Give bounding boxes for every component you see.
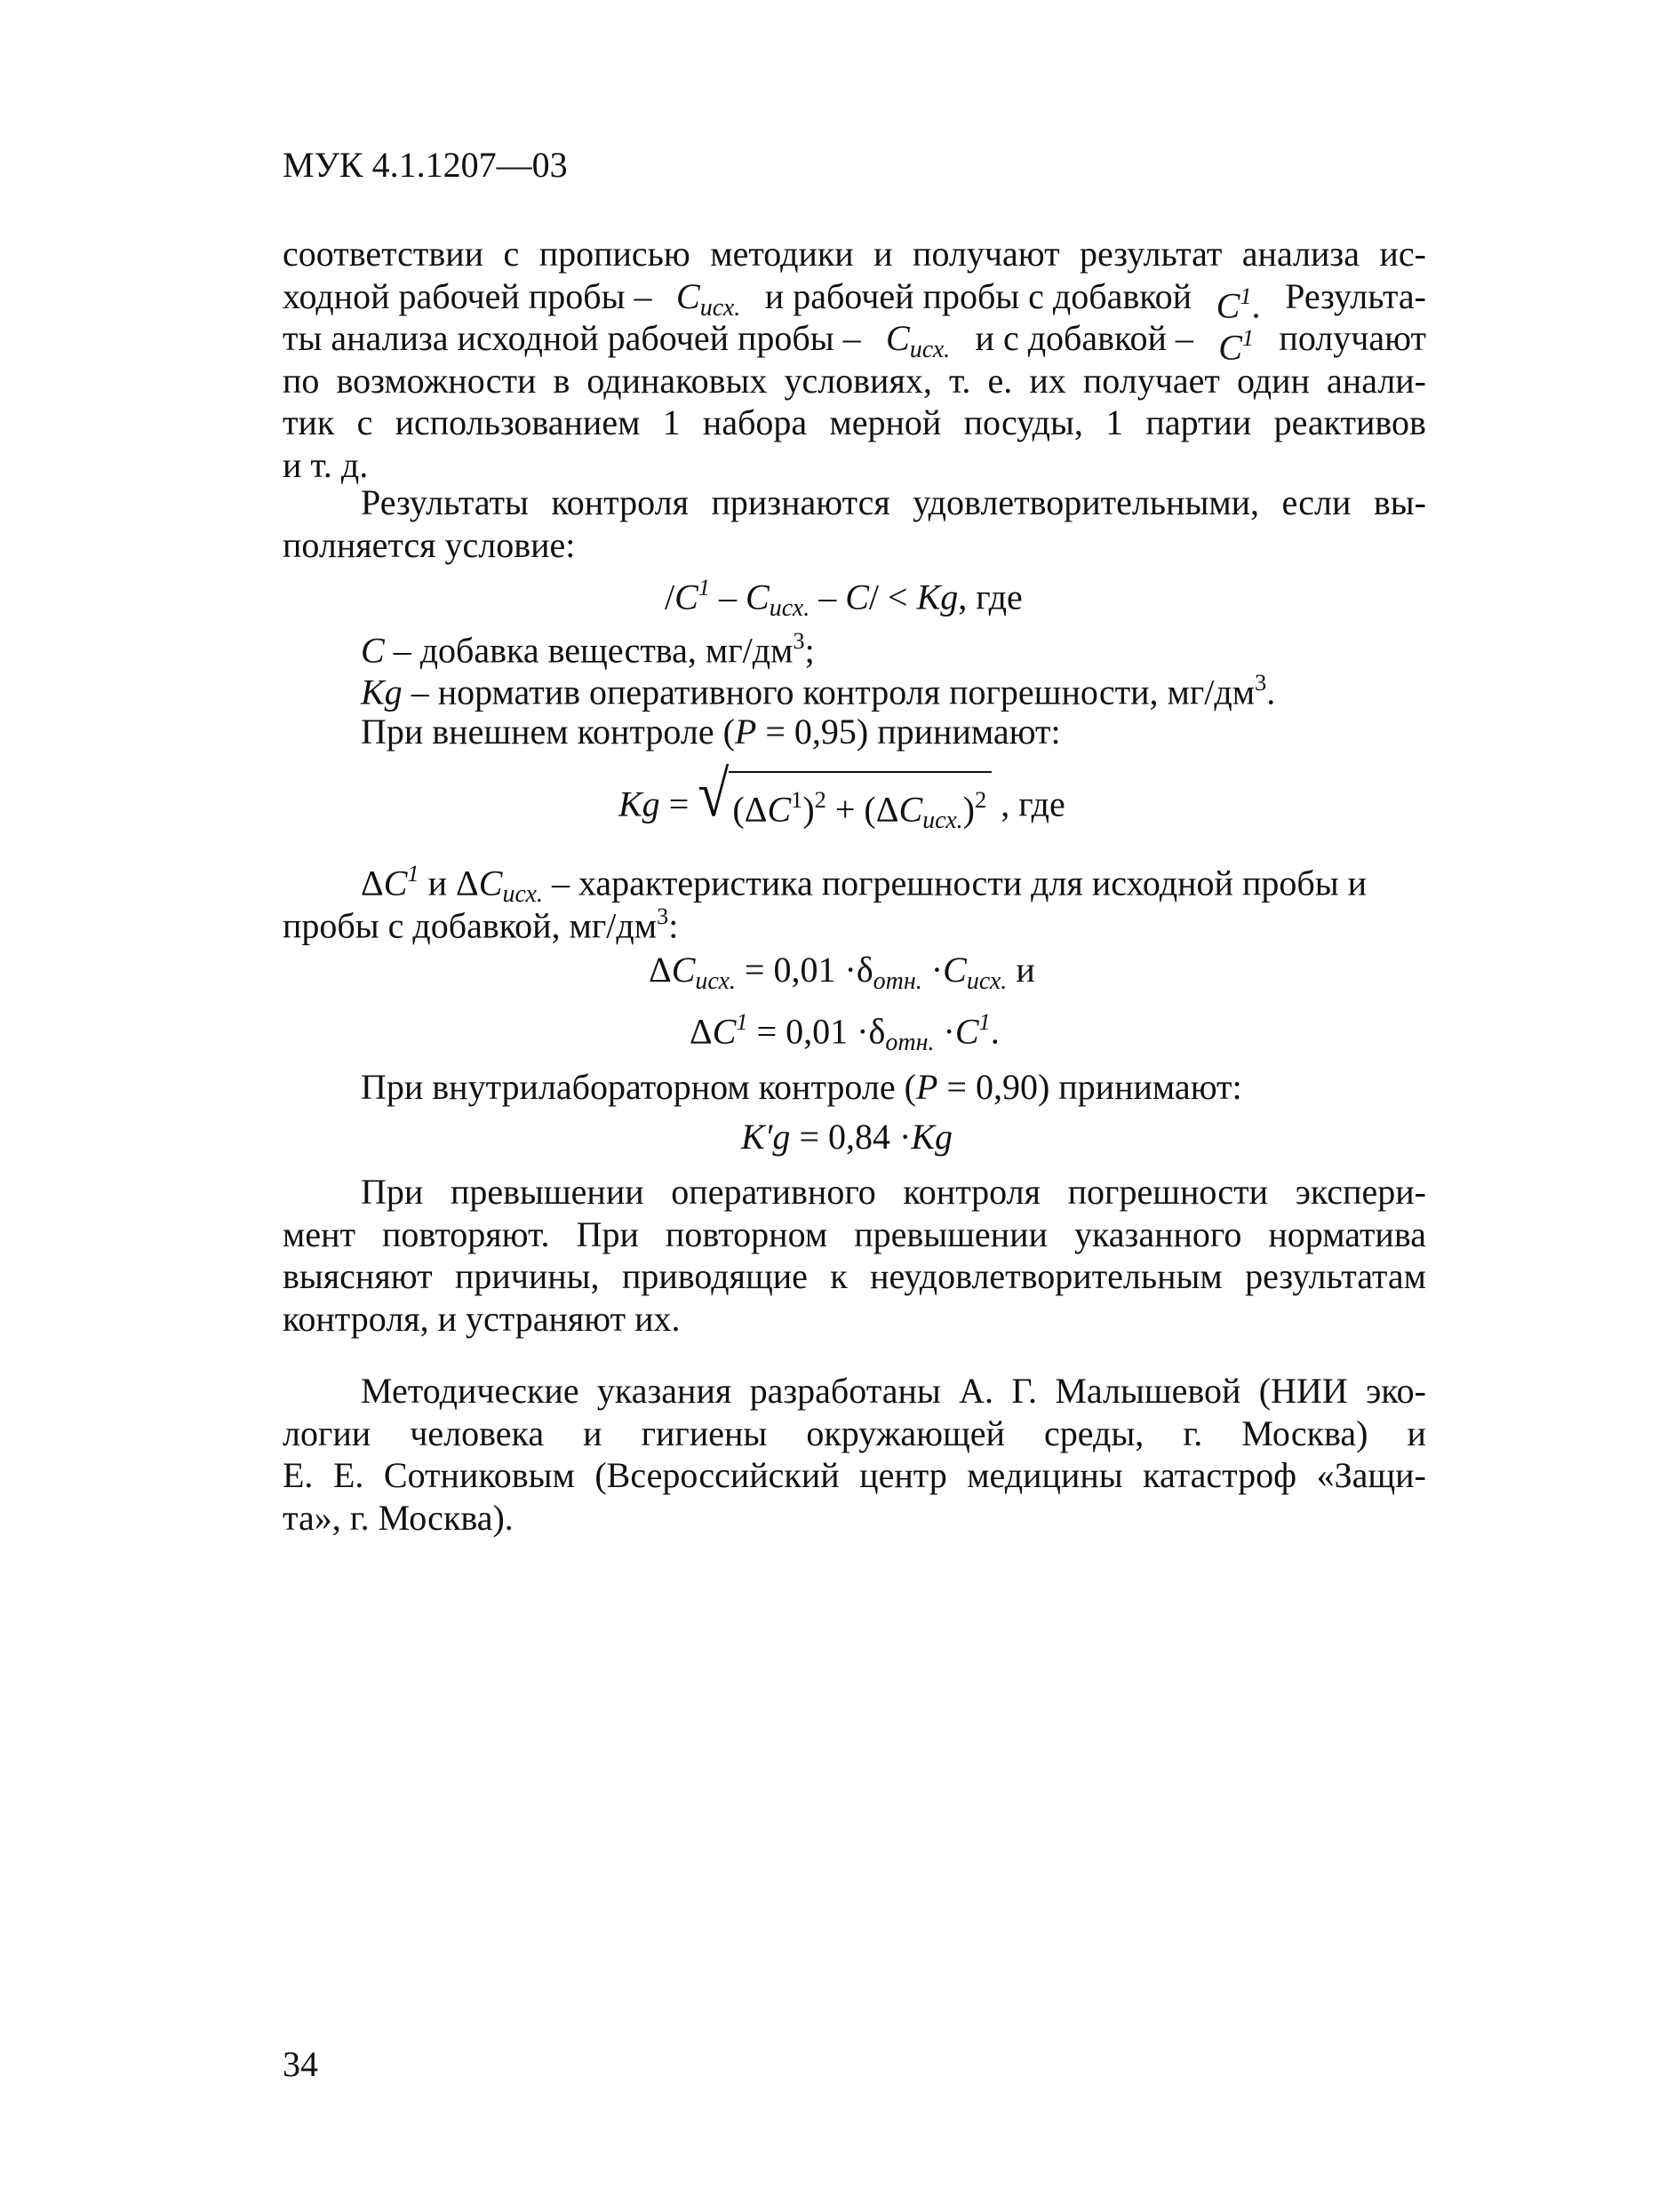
delta-c1-formula: $\Delta C^1 = 0,01 \cdot\delta_{отн.} \cdot C^1$. bbox=[690, 1008, 1000, 1057]
text-line: пробы с добавкой, $мг/дм^3$: bbox=[283, 902, 679, 945]
text-line: логии человека и гигиены окружающей среды, г. Москва) и bbox=[283, 1412, 1426, 1453]
text-line: При превышении оперативного контроля погрешности экспери- bbox=[361, 1172, 1426, 1212]
text-line: ходной рабочей пробы – $C_{исх.}$ и рабочей пробы с добавкой $C^1$. Результа- bbox=[283, 275, 1426, 325]
text-line: соответствии с прописью методики и получают результат анализа ис- bbox=[283, 234, 1426, 274]
paragraph-authors bbox=[283, 1370, 1426, 1539]
text-line: мент повторяют. При повторном превышении указанного норматива bbox=[283, 1213, 1426, 1254]
text-line: Результаты контроля признаются удовлетворительными, если вы- bbox=[361, 482, 1426, 522]
text-line: та», г. Москва). bbox=[283, 1497, 514, 1538]
text-line: контроля, и устраняют их. bbox=[283, 1298, 681, 1339]
square-root: √ $(\Delta C^1)^2 + (\Delta C_{исх.})^2$ bbox=[698, 771, 992, 844]
text-line: ты анализа исходной рабочей пробы – $C_{исх.}$ и с добавкой – $C^1$ получают bbox=[283, 318, 1426, 368]
kprime-formula: K′g = 0,84 ·Kg bbox=[741, 1117, 953, 1157]
text-line: по возможности в одинаковых условиях, т. е. их получает один анали- bbox=[283, 360, 1426, 401]
external-control-text: При внешнем контроле (P = 0,95) принимают: bbox=[361, 712, 1061, 752]
paragraph-intro bbox=[283, 233, 1426, 486]
delta-c-isx-formula: $\Delta C_{исх.} = 0,01 \cdot\delta_{отн.} \cdot C_{исх.}$ и bbox=[649, 950, 1035, 995]
definition-kg: Kg – норматив оперативного контроля погрешности, $мг/дм^3$. bbox=[361, 669, 1276, 712]
symbol-c-isx: $C_{исх.}$ bbox=[886, 318, 951, 363]
text-line: Методические указания разработаны А. Г. Малышевой (НИИ эко- bbox=[361, 1371, 1426, 1411]
text-line: тик с использованием 1 набора мерной посуды, 1 партии реактивов bbox=[283, 402, 1426, 442]
definition-c: C – добавка вещества, $мг/дм^3$; bbox=[361, 627, 815, 671]
text-line: выясняют причины, приводящие к неудовлетворительным результатам bbox=[283, 1256, 1426, 1296]
page-number: 34 bbox=[283, 2044, 318, 2084]
paragraph-delta bbox=[283, 853, 1426, 945]
text-line: и т. д. bbox=[283, 444, 369, 485]
paragraph-repeat bbox=[283, 1171, 1426, 1340]
text-line: Е. Е. Сотниковым (Всероссийский центр медицины катастроф «Защи- bbox=[283, 1455, 1426, 1495]
text-line: полняется условие: bbox=[283, 524, 576, 565]
document-code: МУК 4.1.1207—03 bbox=[283, 145, 568, 185]
symbol-c1: $C^1$ bbox=[1218, 324, 1255, 368]
text-line: $\Delta C^1$ и $\Delta C_{исх.}$ – характеристика погрешности для исходной пробы и bbox=[361, 860, 1367, 909]
internal-control-text: При внутрилабораторном контроле (P = 0,90) принимают: bbox=[361, 1067, 1242, 1107]
condition-formula: $/C^1 - C_{исх.} - C/ < Kg$, где bbox=[665, 574, 1023, 623]
paragraph-condition bbox=[283, 481, 1426, 566]
symbol-c-isx: $C_{исх.}$ bbox=[676, 275, 741, 322]
symbol-c1: $C^1$. bbox=[1216, 282, 1261, 325]
kg-sqrt-formula: Kg = √ $(\Delta C^1)^2 + (\Delta C_{исх.})^2$ , где bbox=[618, 771, 1065, 844]
